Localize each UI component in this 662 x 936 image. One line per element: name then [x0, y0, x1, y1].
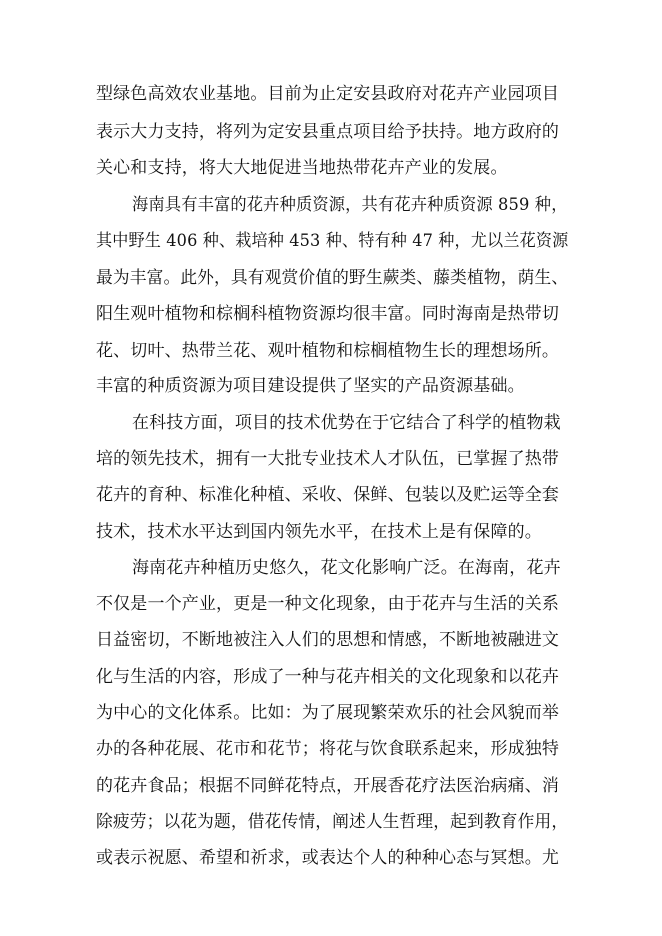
- text-line: 化与生活的内容，形成了一种与花卉相关的文化现象和以花卉: [96, 667, 560, 687]
- text-line: 或表示祝愿、希望和祈求，或表达个人的种种心态与冥想。尤: [96, 848, 560, 868]
- text-line: 在科技方面，项目的技术优势在于它结合了科学的植物栽: [132, 413, 561, 433]
- text-line: 日益密切，不断地被注入人们的思想和情感，不断地被融进文: [96, 630, 560, 650]
- text-line: 花、切叶、热带兰花、观叶植物和棕榈植物生长的理想场所。: [96, 341, 560, 361]
- text-line: 的花卉食品；根据不同鲜花特点，开展香花疗法医治病痛、消: [96, 776, 560, 796]
- text-line: 除疲劳；以花为题，借花传情，阐述人生哲理，起到教育作用，: [96, 812, 569, 832]
- text-line: 阳生观叶植物和棕榈科植物资源均很丰富。同时海南是热带切: [96, 304, 560, 324]
- text-line: 花卉的育种、标准化种植、采收、保鲜、包装以及贮运等全套: [96, 485, 560, 505]
- text-line: 海南具有丰富的花卉种质资源，共有花卉种质资源 859 种，: [132, 195, 568, 215]
- text-line: 表示大力支持，将列为定安县重点项目给予扶持。地方政府的: [96, 122, 560, 142]
- text-line: 型绿色高效农业基地。目前为止定安县政府对花卉产业园项目: [96, 84, 560, 104]
- text-line: 最为丰富。此外，具有观赏价值的野生蕨类、藤类植物，荫生、: [96, 268, 569, 288]
- text-line: 培的领先技术，拥有一大批专业技术人才队伍，已掌握了热带: [96, 449, 560, 469]
- text-line: 关心和支持，将大大地促进当地热带花卉产业的发展。: [96, 158, 508, 178]
- text-line: 技术，技术水平达到国内领先水平，在技术上是有保障的。: [96, 522, 542, 542]
- text-line: 为中心的文化体系。比如：为了展现繁荣欢乐的社会风貌而举: [96, 703, 560, 723]
- text-line: 其中野生 406 种、栽培种 453 种、特有种 47 种，尤以兰花资源: [96, 231, 569, 251]
- text-line: 不仅是一个产业，更是一种文化现象，由于花卉与生活的关系: [96, 594, 560, 614]
- text-line: 丰富的种质资源为项目建设提供了坚实的产品资源基础。: [96, 376, 525, 396]
- text-line: 海南花卉种植历史悠久，花文化影响广泛。在海南，花卉: [132, 558, 561, 578]
- text-line: 办的各种花展、花市和花节；将花与饮食联系起来，形成独特: [96, 739, 560, 759]
